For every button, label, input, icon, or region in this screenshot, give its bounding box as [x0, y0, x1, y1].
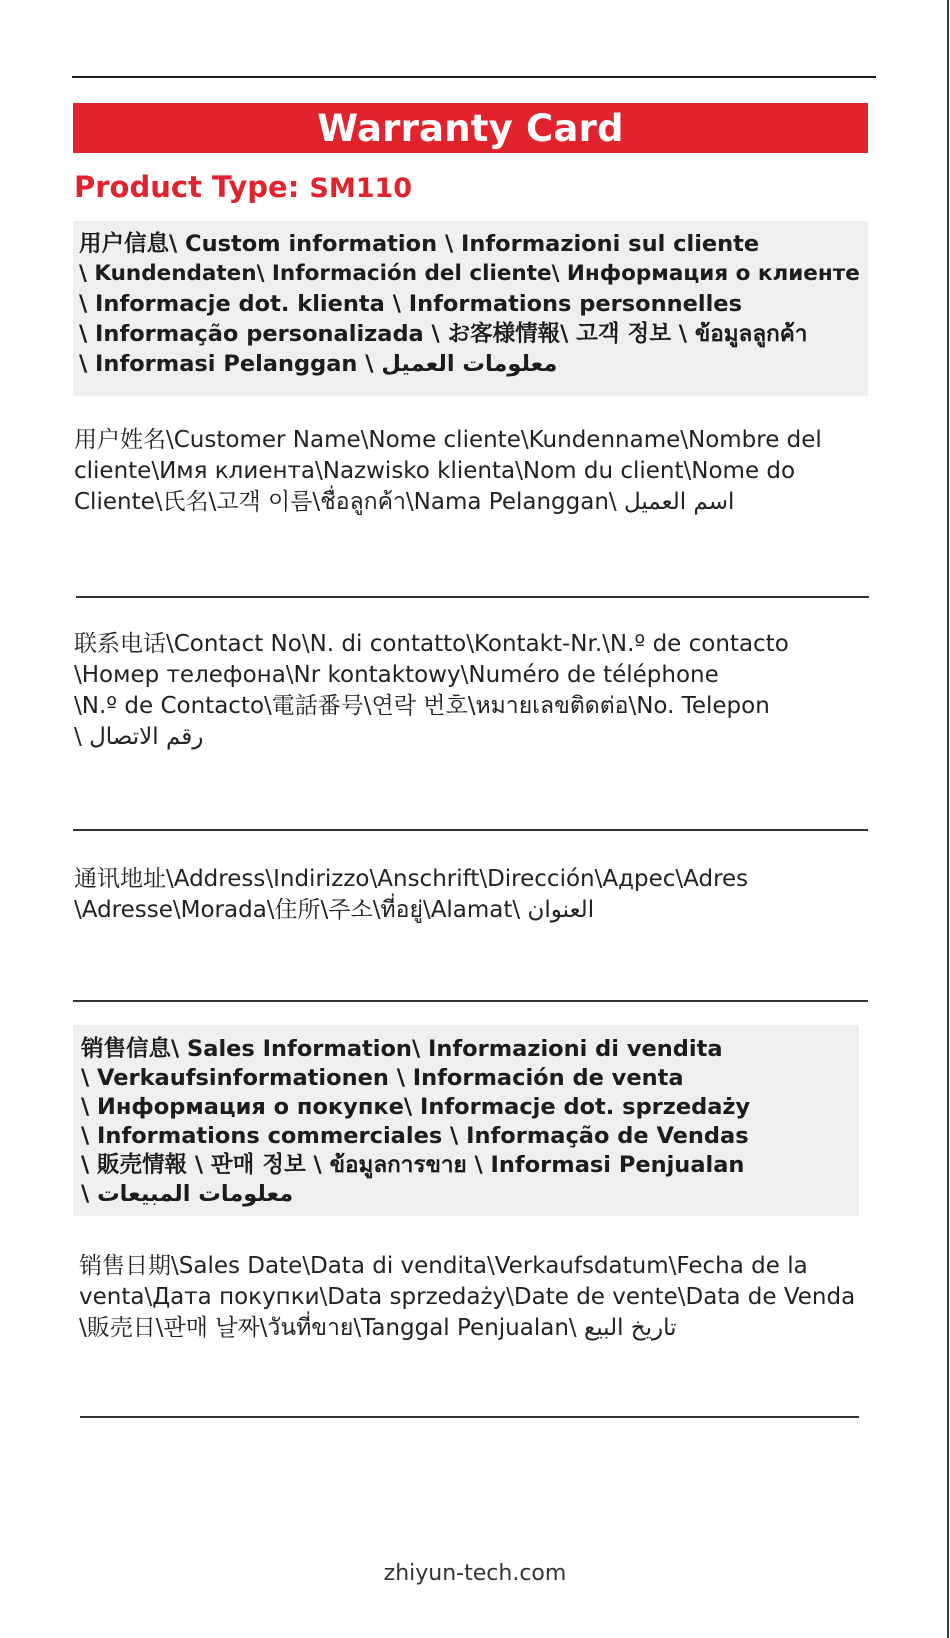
contact-number-write-line [73, 829, 868, 831]
field-line: 销售日期\Sales Date\Data di vendita\Verkaufsdatum\Fecha de la [79, 1253, 808, 1279]
field-line: \販売日\판매 날짜\วันที่ขาย\Tanggal Penjualan\ تاريخ البيع [79, 1315, 677, 1341]
field-line: cliente\Имя клиента\Nazwisko klienta\Nom du client\Nome do [74, 458, 796, 484]
product-type-label: Product Type: [74, 170, 310, 204]
customer-information-section [73, 221, 868, 396]
sales-date-write-line [80, 1416, 859, 1418]
field-line: Cliente\氏名\고객 이름\ชื่อลูกค้า\Nama Pelanggan\ اسم العميل [74, 489, 735, 515]
field-line: \N.º de Contacto\電話番号\연락 번호\หมายเลขติดต่อ\No. Telepon [74, 693, 770, 719]
customer-name-write-line [76, 596, 869, 598]
field-line: \Adresse\Morada\住所\주소\ที่อยู่\Alamat\ العنوان [74, 897, 595, 923]
warranty-card-banner [73, 103, 868, 153]
section-line: \ Verkaufsinformationen \ Información de venta [81, 1065, 684, 1091]
field-line: 用户姓名\Customer Name\Nome cliente\Kundenname\Nombre del [74, 427, 822, 453]
section-line: 用户信息\ Custom information \ Informazioni sul cliente [79, 231, 760, 257]
product-model: SM110 [309, 173, 413, 204]
section-line: \ 販売情報 \ 판매 정보 \ ข้อมูลการขาย \ Informasi Penjualan [81, 1152, 745, 1178]
sales-information-section [73, 1025, 859, 1216]
top-divider [72, 76, 876, 78]
section-line: \ Информация о покупке\ Informacje dot. sprzedaży [81, 1094, 751, 1120]
address-field-label [74, 864, 748, 926]
field-line: 联系电话\Contact No\N. di contatto\Kontakt-Nr.\N.º de contacto [74, 631, 789, 657]
field-line: 通讯地址\Address\Indirizzo\Anschrift\Dirección\Адрес\Adres [74, 866, 749, 892]
section-line: \ Informasi Pelanggan \ معلومات العميل [79, 351, 558, 377]
section-line: \ معلومات المبيعات [81, 1181, 294, 1207]
field-line: \ رقم الاتصال [74, 724, 204, 750]
address-write-line [73, 1000, 868, 1002]
section-line: \ Kundendaten\ Información del cliente\ Информация о клиенте [79, 261, 860, 286]
field-line: venta\Дата покупки\Data sprzedaży\Date de vente\Data de Venda [79, 1284, 856, 1310]
product-type-heading [74, 170, 412, 204]
field-line: \Номер телефона\Nr kontaktowy\Numéro de téléphone [74, 662, 719, 688]
footer-url: zhiyun-tech.com [383, 1561, 567, 1586]
section-line: 销售信息\ Sales Information\ Informazioni di vendita [81, 1036, 723, 1062]
contact-number-field-label [74, 629, 789, 753]
page-edge-line [947, 0, 949, 1638]
customer-name-field-label [74, 425, 822, 518]
section-line: \ Informação personalizada \ お客様情報\ 고객 정보 \ ข้อมูลลูกค้า [79, 321, 808, 347]
section-line: \ Informacje dot. klienta \ Informations personnelles [79, 291, 742, 317]
banner-title: Warranty Card [317, 106, 624, 150]
sales-date-field-label [79, 1251, 855, 1344]
section-line: \ Informations commerciales \ Informação de Vendas [81, 1123, 749, 1149]
